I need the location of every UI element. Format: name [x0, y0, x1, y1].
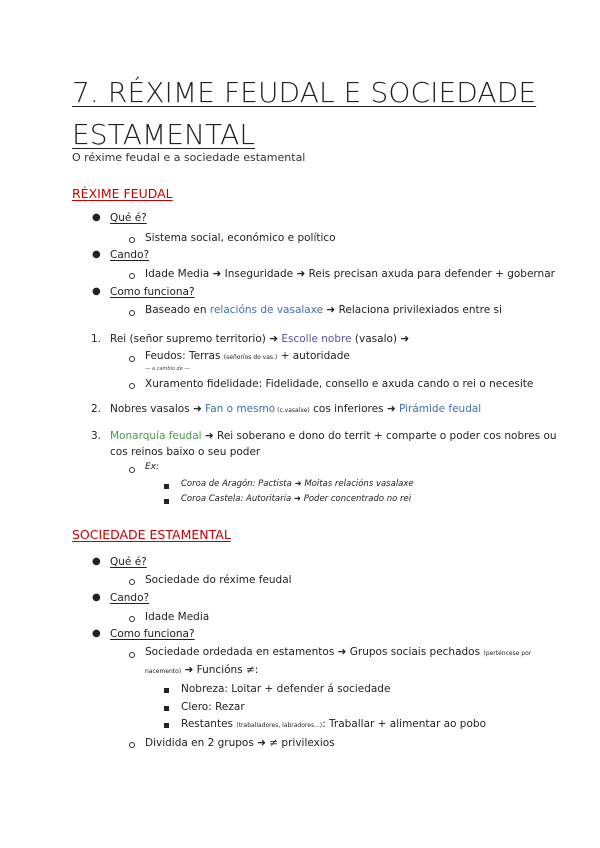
- bullet-dot: ●: [92, 249, 101, 260]
- circle-bullet: [129, 467, 135, 473]
- feudal-question-how: Como funciona?: [110, 286, 195, 298]
- section-heading-feudal: RÉXIME FEUDAL: [72, 186, 173, 201]
- circle-bullet: [129, 616, 135, 622]
- bullet-dot: ●: [92, 556, 101, 567]
- square-bullet: [164, 706, 169, 711]
- square-bullet: [164, 723, 169, 728]
- circle-bullet: [129, 356, 135, 362]
- circle-bullet: [129, 579, 135, 585]
- feudal-example-label: Ex:: [145, 462, 160, 472]
- soc-answer-when: Idade Media: [145, 611, 210, 623]
- soc-answer-how-cont: nacemento) ➜ Funcións ≠:: [145, 664, 259, 676]
- feudal-item-1: Rei (señor supremo territorio) ➜ Escolle nobre (vasalo) ➜: [110, 333, 410, 345]
- soc-answer-groups: Dividida en 2 grupos ➜ ≠ privilexios: [145, 737, 335, 749]
- circle-bullet: [129, 652, 135, 658]
- soc-function-others: Restantes (traballadores, labradores...): Traballar + alimentar ao pobo: [181, 718, 486, 730]
- soc-question-how: Como funciona?: [110, 628, 195, 640]
- page-subtitle: O réxime feudal e a sociedade estamental: [72, 151, 306, 164]
- section-heading-society: SOCIEDADE ESTAMENTAL: [72, 527, 231, 542]
- feudal-item-1-feudos: Feudos: Terras (señoríos do vas.) + autoridade: [145, 350, 350, 362]
- soc-answer-what: Sociedade do réxime feudal: [145, 574, 292, 586]
- feudal-answer-how: Baseado en relacións de vasalaxe ➜ Relaciona privilexiados entre si: [145, 304, 502, 316]
- soc-function-clergy: Clero: Rezar: [181, 701, 245, 713]
- list-number-1: 1.: [91, 333, 102, 345]
- square-bullet: [164, 484, 169, 489]
- feudal-item-1-oath: Xuramento fidelidade: Fidelidade, consello e axuda cando o rei o necesite: [145, 378, 534, 390]
- list-number-3: 3.: [91, 430, 102, 442]
- feudal-example-castela: Coroa Castela: Autoritaria ➜ Poder concentrado no rei: [181, 494, 412, 504]
- feudal-item-3: Monarquía feudal ➜ Rei soberano e dono do territ + comparte o poder cos nobres ou: [110, 430, 557, 442]
- circle-bullet: [129, 237, 135, 243]
- circle-bullet: [129, 273, 135, 279]
- feudal-answer-what: Sistema social, económico e político: [145, 232, 336, 244]
- list-number-2: 2.: [91, 403, 102, 415]
- bullet-dot: ●: [92, 286, 101, 297]
- feudal-example-aragon: Coroa de Aragón: Pactista ➜ Moitas relacións vasalaxe: [181, 479, 414, 489]
- square-bullet: [164, 688, 169, 693]
- feudal-item-1-note: --- a cambio de ---: [145, 366, 190, 372]
- soc-question-when: Cando?: [110, 592, 150, 604]
- feudal-item-2: Nobres vasalos ➜ Fan o mesmo (c.vasalxe) cos inferiores ➜ Pirámide feudal: [110, 403, 482, 415]
- soc-function-nobility: Nobreza: Loitar + defender á sociedade: [181, 683, 391, 695]
- feudal-item-3-cont: cos reinos baixo o seu poder: [110, 446, 261, 458]
- bullet-dot: ●: [92, 212, 101, 223]
- bullet-dot: ●: [92, 592, 101, 603]
- soc-answer-how: Sociedade ordedada en estamentos ➜ Grupos sociais pechados (perténcese por: [145, 646, 532, 658]
- square-bullet: [164, 499, 169, 504]
- feudal-question-what: Qué é?: [110, 212, 147, 224]
- circle-bullet: [129, 383, 135, 389]
- circle-bullet: [129, 742, 135, 748]
- circle-bullet: [129, 310, 135, 316]
- bullet-dot: ●: [92, 628, 101, 639]
- feudal-question-when: Cando?: [110, 249, 150, 261]
- soc-question-what: Qué é?: [110, 556, 147, 568]
- feudal-answer-when: Idade Media ➜ Inseguridade ➜ Reis precisan axuda para defender + gobernar: [145, 268, 555, 280]
- page-title: 7. RÉXIME FEUDAL E SOCIEDADE ESTAMENTAL: [72, 76, 537, 151]
